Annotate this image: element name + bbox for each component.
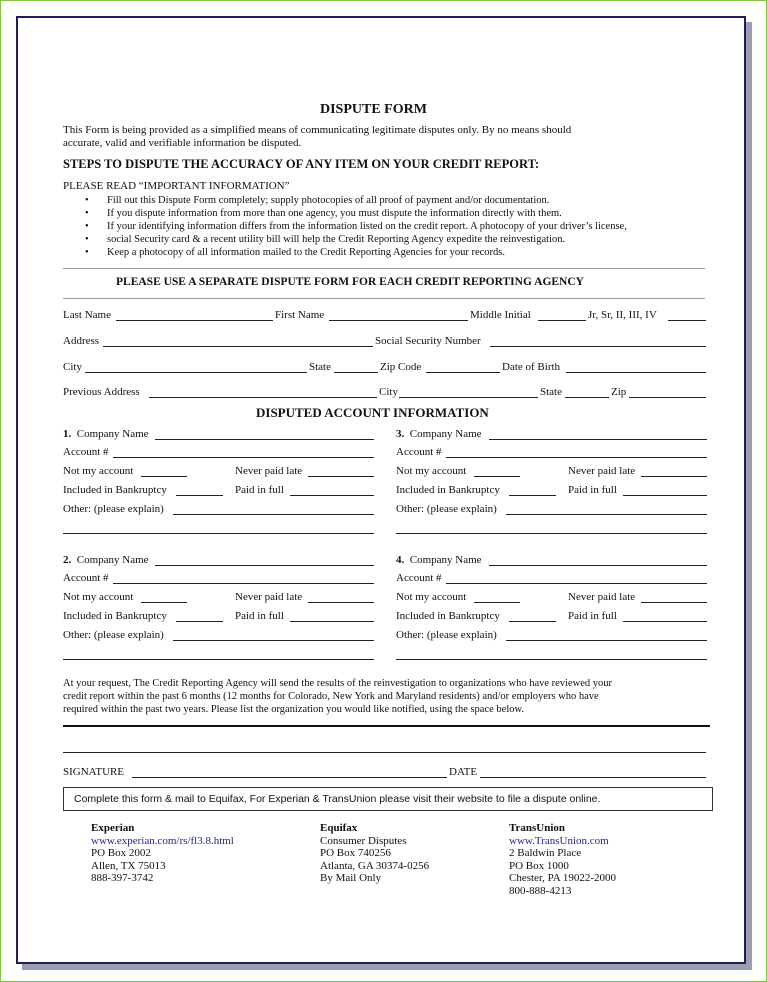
other-explain-extra-line[interactable] — [396, 533, 707, 534]
company-name-label: Company Name — [409, 554, 482, 566]
account-number-label — [63, 554, 149, 566]
account-index: 3. — [396, 428, 405, 440]
account-index: 1. — [63, 428, 72, 440]
divider — [63, 298, 705, 299]
bankruptcy-label: Included in Bankruptcy — [396, 484, 500, 496]
paid-in-full-field[interactable] — [290, 621, 374, 622]
paid-in-full-label: Paid in full — [235, 484, 284, 496]
city-label: City — [63, 361, 82, 373]
never-paid-late-label: Never paid late — [568, 465, 636, 477]
not-my-account-field[interactable] — [141, 602, 187, 603]
never-paid-late-label: Never paid late — [235, 591, 303, 603]
date-label: DATE — [449, 766, 478, 778]
step-item: • If your identifying information differs from the information listed on the credit report. A photocopy of your driver’s license, — [63, 220, 627, 233]
paid-in-full-field[interactable] — [623, 621, 707, 622]
step-item: • If you dispute information from more than one agency, you must dispute the information directly with them. — [63, 207, 627, 220]
last-name-label: Last Name — [63, 309, 111, 321]
prev-zip-field[interactable] — [629, 397, 706, 398]
mail-notice-text: Complete this form & mail to Equifax, For Experian & TransUnion please visit their website to file a dispute online. — [74, 793, 601, 805]
not-my-account-label: Not my account — [396, 591, 467, 603]
middle-initial-label: Middle Initial — [470, 309, 531, 321]
experian-phone: 888-397-3742 — [91, 872, 154, 884]
company-name-field[interactable] — [155, 439, 374, 440]
intro-line-2: accurate, valid and verifiable information be disputed. — [63, 137, 302, 149]
account-number-label — [396, 428, 482, 440]
other-explain-label: Other: (please explain) — [396, 629, 497, 641]
equifax-block — [320, 822, 429, 885]
previous-address-field[interactable] — [149, 397, 377, 398]
transunion-address-line: PO Box 1000 — [509, 859, 569, 872]
transunion-url-link[interactable]: www.TransUnion.com — [509, 834, 609, 847]
step-continued-text: social Security card & a recent utility bill will help the Credit Reporting Agency expedite the reinvestigation. — [107, 234, 566, 245]
signature-label: SIGNATURE — [63, 766, 125, 778]
equifax-note: By Mail Only — [320, 872, 382, 884]
mail-notice-box — [63, 787, 713, 811]
account-num-field[interactable] — [446, 583, 707, 584]
prev-state-label: State — [540, 386, 562, 398]
step-item: • Fill out this Dispute Form completely; supply photocopies of all proof of payment and/or documentation. — [63, 194, 627, 207]
experian-block — [91, 822, 234, 885]
previous-address-label: Previous Address — [63, 386, 140, 398]
notify-org-line-2[interactable] — [63, 752, 706, 753]
step-item: • Keep a photocopy of all information mailed to the Credit Reporting Agencies for your records. — [63, 246, 627, 259]
steps-heading: STEPS TO DISPUTE THE ACCURACY OF ANY ITEM ON YOUR CREDIT REPORT: — [63, 157, 540, 171]
other-explain-label: Other: (please explain) — [63, 503, 164, 515]
state-field[interactable] — [334, 372, 378, 373]
company-name-label: Company Name — [409, 428, 482, 440]
dispute-form-page — [16, 16, 746, 964]
paid-in-full-field[interactable] — [623, 495, 707, 496]
not-my-account-field[interactable] — [474, 602, 520, 603]
first-name-field[interactable] — [329, 320, 468, 321]
last-name-field[interactable] — [116, 320, 273, 321]
company-name-field[interactable] — [489, 565, 707, 566]
not-my-account-field[interactable] — [474, 476, 520, 477]
ssn-field[interactable] — [490, 346, 706, 347]
request-text-line-1: At your request, The Credit Reporting Agency will send the results of the reinvestigation to organizations who have reviewed your — [63, 678, 612, 689]
never-paid-late-field[interactable] — [641, 476, 707, 477]
bankruptcy-field[interactable] — [509, 621, 556, 622]
address-label: Address — [63, 335, 100, 347]
request-text-line-2: credit report within the past 6 months (12 months for Colorado, New York and Maryland residents) and/or employers who have — [63, 691, 599, 702]
account-num-field[interactable] — [446, 457, 707, 458]
other-explain-field[interactable] — [506, 640, 707, 641]
intro-line-1: This Form is being provided as a simplified means of communicating legitimate disputes only. By no means should — [63, 124, 572, 136]
account-number-label — [396, 554, 482, 566]
first-name-label: First Name — [275, 309, 325, 321]
never-paid-late-field[interactable] — [641, 602, 707, 603]
suffix-label: Jr, Sr, II, III, IV — [588, 309, 657, 321]
transunion-phone: 800-888-4213 — [509, 884, 572, 897]
experian-address-line: PO Box 2002 — [91, 847, 151, 859]
prev-zip-label: Zip — [611, 386, 627, 398]
step-item-continued — [63, 233, 627, 246]
experian-url-link[interactable]: www.experian.com/rs/fl3.8.html — [91, 834, 234, 847]
bankruptcy-field[interactable] — [176, 621, 223, 622]
please-read: PLEASE READ “IMPORTANT INFORMATION” — [63, 180, 290, 192]
state-label: State — [309, 361, 331, 373]
other-explain-extra-line[interactable] — [63, 659, 374, 660]
paid-in-full-label: Paid in full — [568, 484, 617, 496]
account-num-label: Account # — [396, 446, 442, 458]
suffix-field[interactable] — [668, 320, 706, 321]
prev-city-label: City — [379, 386, 398, 398]
account-num-label: Account # — [63, 572, 109, 584]
address-field[interactable] — [103, 346, 373, 347]
bankruptcy-field[interactable] — [176, 495, 223, 496]
account-number-label — [63, 428, 149, 440]
never-paid-late-field[interactable] — [308, 602, 374, 603]
transunion-address-line: Chester, PA 19022-2000 — [509, 872, 617, 884]
account-num-label: Account # — [396, 572, 442, 584]
paid-in-full-label: Paid in full — [568, 610, 617, 622]
account-index: 4. — [396, 554, 405, 566]
transunion-name: TransUnion — [509, 822, 566, 834]
paid-in-full-field[interactable] — [290, 495, 374, 496]
experian-address-line: Allen, TX 75013 — [91, 859, 166, 872]
company-name-label: Company Name — [76, 428, 149, 440]
account-num-field[interactable] — [113, 583, 374, 584]
paid-in-full-label: Paid in full — [235, 610, 284, 622]
transunion-block — [509, 822, 616, 897]
company-name-field[interactable] — [155, 565, 374, 566]
request-text-line-3: required within the past two years. Please list the organization you would like notified, using the space below. — [63, 704, 525, 715]
date-field[interactable] — [480, 777, 706, 778]
form-title: DISPUTE FORM — [320, 102, 427, 117]
zip-code-field[interactable] — [426, 372, 500, 373]
equifax-address-line: Atlanta, GA 30374-0256 — [320, 859, 430, 872]
middle-initial-field[interactable] — [538, 320, 586, 321]
never-paid-late-label: Never paid late — [235, 465, 303, 477]
other-explain-extra-line[interactable] — [396, 659, 707, 660]
signature-field[interactable] — [132, 777, 447, 778]
not-my-account-label: Not my account — [63, 591, 134, 603]
never-paid-late-field[interactable] — [308, 476, 374, 477]
transunion-address-line: 2 Baldwin Place — [509, 847, 582, 859]
divider — [63, 268, 705, 269]
company-name-field[interactable] — [489, 439, 707, 440]
equifax-address-line: Consumer Disputes — [320, 834, 407, 847]
account-num-field[interactable] — [113, 457, 374, 458]
equifax-address-line: PO Box 740256 — [320, 847, 391, 859]
bankruptcy-label: Included in Bankruptcy — [63, 484, 167, 496]
account-num-label: Account # — [63, 446, 109, 458]
other-explain-label: Other: (please explain) — [396, 503, 497, 515]
zip-code-label: Zip Code — [380, 361, 422, 373]
notify-org-line-1[interactable] — [63, 725, 710, 727]
not-my-account-field[interactable] — [141, 476, 187, 477]
never-paid-late-label: Never paid late — [568, 591, 636, 603]
not-my-account-label: Not my account — [396, 465, 467, 477]
disputed-account-heading: DISPUTED ACCOUNT INFORMATION — [256, 405, 489, 420]
dob-label: Date of Birth — [502, 361, 561, 373]
other-explain-field[interactable] — [173, 514, 374, 515]
other-explain-label: Other: (please explain) — [63, 629, 164, 641]
not-my-account-label: Not my account — [63, 465, 134, 477]
bankruptcy-field[interactable] — [509, 495, 556, 496]
bankruptcy-label: Included in Bankruptcy — [396, 610, 500, 622]
prev-state-field[interactable] — [565, 397, 609, 398]
steps-list — [63, 194, 627, 259]
account-index: 2. — [63, 554, 72, 566]
bankruptcy-label: Included in Bankruptcy — [63, 610, 167, 622]
other-explain-extra-line[interactable] — [63, 533, 374, 534]
prev-city-field[interactable] — [399, 397, 538, 398]
city-field[interactable] — [85, 372, 307, 373]
other-explain-field[interactable] — [506, 514, 707, 515]
experian-name: Experian — [91, 822, 135, 834]
ssn-label: Social Security Number — [375, 335, 481, 347]
dob-field[interactable] — [566, 372, 706, 373]
equifax-name: Equifax — [320, 822, 358, 834]
separate-form-notice: PLEASE USE A SEPARATE DISPUTE FORM FOR EACH CREDIT REPORTING AGENCY — [116, 276, 584, 288]
other-explain-field[interactable] — [173, 640, 374, 641]
company-name-label: Company Name — [76, 554, 149, 566]
